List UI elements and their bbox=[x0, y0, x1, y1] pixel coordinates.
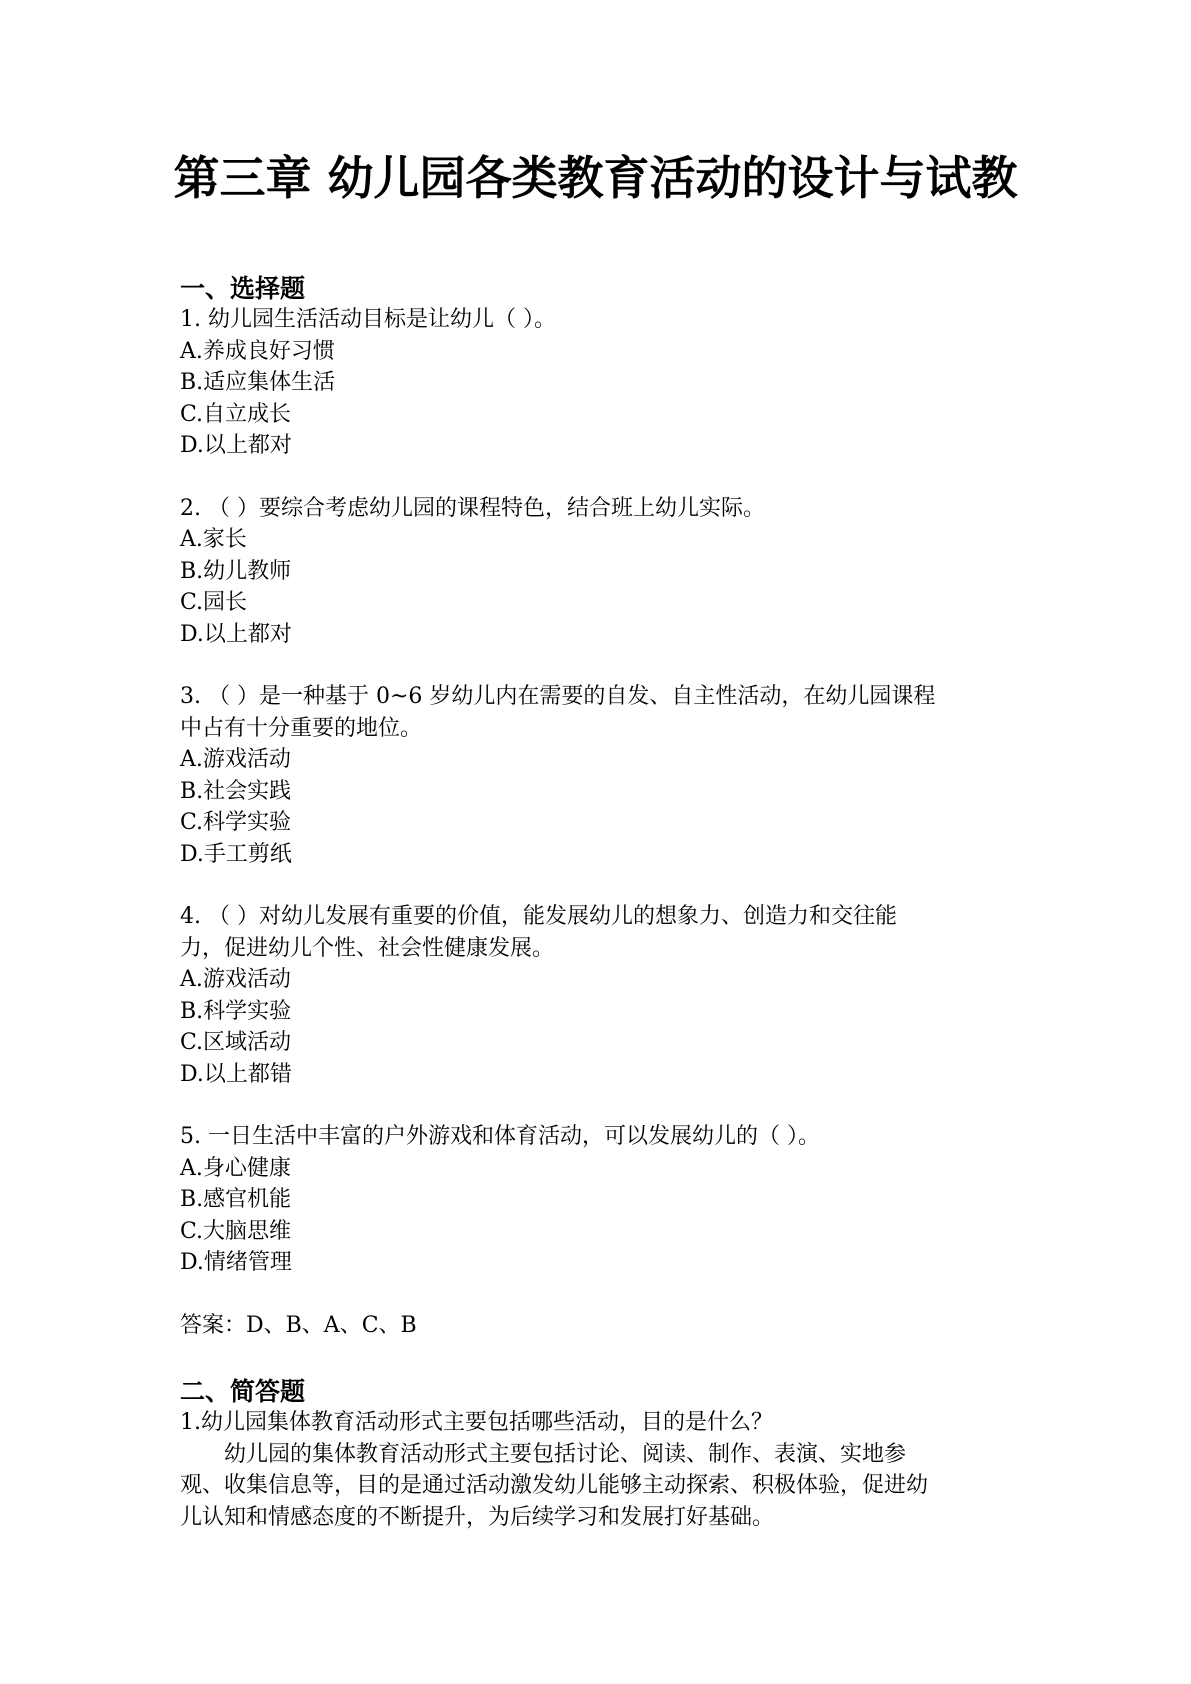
option-d: D.手工剪纸 bbox=[180, 841, 292, 867]
question-stem-line: 力，促进幼儿个性、社会性健康发展。 bbox=[180, 935, 555, 961]
question-4 bbox=[180, 901, 1010, 1090]
short-answer-question: 1.幼儿园集体教育活动形式主要包括哪些活动，目的是什么？ bbox=[180, 1410, 773, 1435]
option-c: C.园长 bbox=[180, 590, 248, 615]
option-a: A.家长 bbox=[180, 527, 247, 552]
question-3 bbox=[180, 681, 1010, 870]
option-c: C.大脑思维 bbox=[180, 1218, 292, 1244]
option-c: C.自立成长 bbox=[180, 401, 292, 427]
document-body bbox=[180, 273, 1010, 1533]
answer-paragraph-line: 幼儿园的集体教育活动形式主要包括讨论、阅读、制作、表演、实地参 bbox=[224, 1441, 907, 1467]
option-d: D.以上都对 bbox=[180, 621, 292, 647]
answer-paragraph-line: 观、收集信息等，目的是通过活动激发幼儿能够主动探索、积极体验，促进幼 bbox=[180, 1473, 929, 1498]
page-title: 第三章 幼儿园各类教育活动的设计与试教 bbox=[173, 151, 1018, 205]
question-stem-line: 4. （ ）对幼儿发展有重要的价值，能发展幼儿的想象力、创造力和交往能 bbox=[180, 904, 897, 929]
short-answer-response bbox=[180, 1439, 1010, 1534]
option-a: A.游戏活动 bbox=[180, 967, 291, 992]
question-stem-line: 中占有十分重要的地位。 bbox=[180, 715, 423, 741]
option-a: A.游戏活动 bbox=[180, 747, 291, 772]
question-stem-line: 1. 幼儿园生活活动目标是让幼儿（ ）。 bbox=[180, 307, 556, 332]
question-stem-line: 2. （ ）要综合考虑幼儿园的课程特色，结合班上幼儿实际。 bbox=[180, 495, 765, 521]
option-d: D.情绪管理 bbox=[180, 1250, 292, 1275]
option-c: C.区域活动 bbox=[180, 1030, 292, 1055]
option-b: B.感官机能 bbox=[180, 1187, 292, 1212]
option-d: D.以上都对 bbox=[180, 433, 292, 458]
question-5 bbox=[180, 1121, 1010, 1279]
section-heading-short-answer: 二、简答题 bbox=[180, 1377, 306, 1406]
answer-key: 答案：D、B、A、C、B bbox=[180, 1312, 417, 1338]
question-stem-line: 5. 一日生活中丰富的户外游戏和体育活动，可以发展幼儿的（ ）。 bbox=[180, 1124, 820, 1149]
option-d: D.以上都错 bbox=[180, 1061, 292, 1087]
section-heading-choice: 一、选择题 bbox=[180, 274, 306, 303]
option-a: A.养成良好习惯 bbox=[180, 338, 335, 364]
option-b: B.社会实践 bbox=[180, 778, 292, 804]
option-b: B.幼儿教师 bbox=[180, 558, 292, 584]
question-stem-line: 3. （ ）是一种基于 0~6 岁幼儿内在需要的自发、自主性活动，在幼儿园课程 bbox=[180, 684, 936, 709]
question-2 bbox=[180, 493, 1010, 651]
option-a: A.身心健康 bbox=[180, 1155, 291, 1181]
answer-paragraph-line: 儿认知和情感态度的不断提升，为后续学习和发展打好基础。 bbox=[180, 1504, 775, 1530]
option-b: B.科学实验 bbox=[180, 998, 292, 1024]
option-c: C.科学实验 bbox=[180, 810, 292, 835]
option-b: B.适应集体生活 bbox=[180, 370, 336, 395]
question-1 bbox=[180, 304, 1010, 462]
